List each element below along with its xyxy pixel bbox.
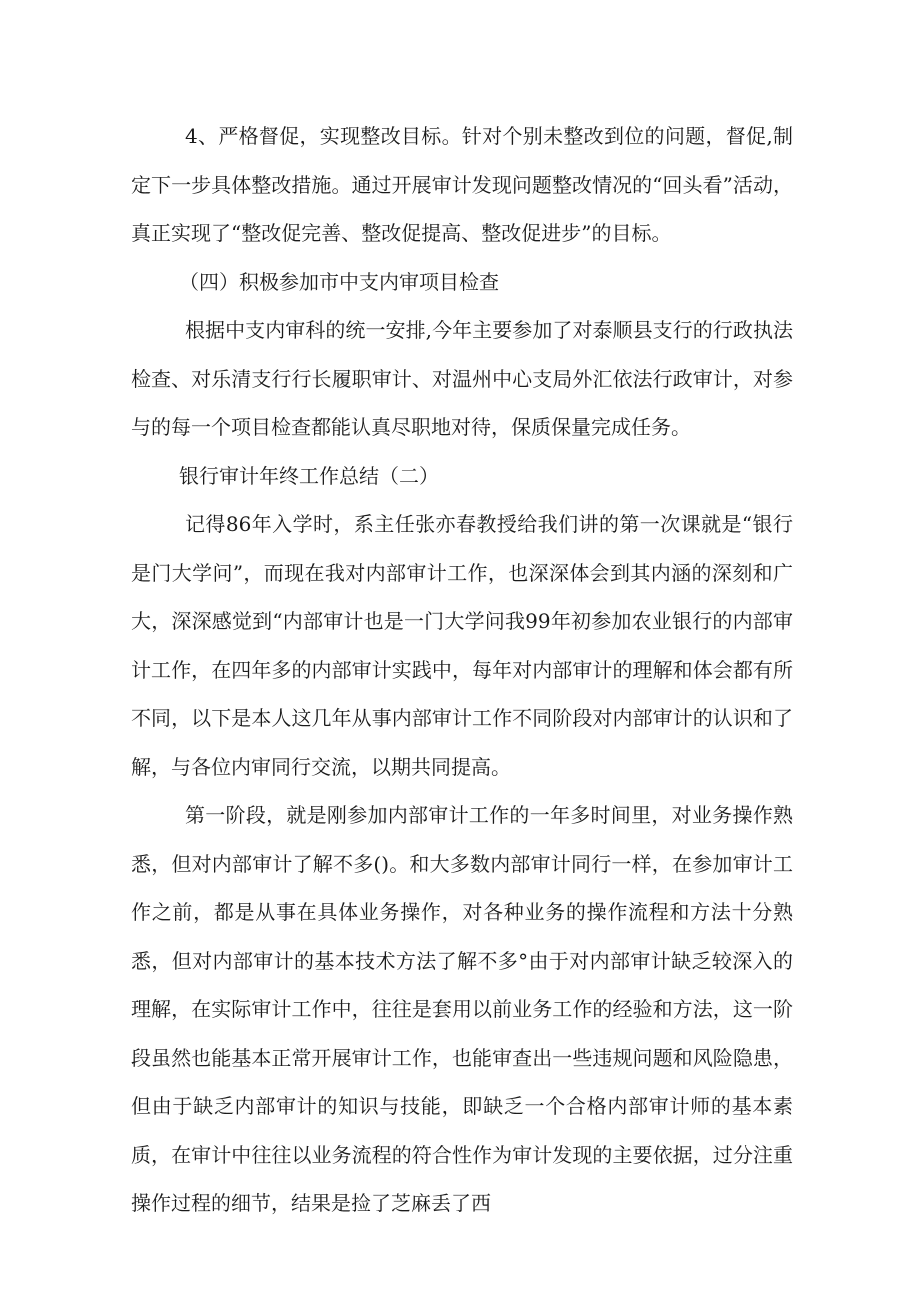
document-subtitle: 银行审计年终工作总结（二）	[179, 463, 439, 488]
section-heading-internal-audit-projects: （四）积极参加市中支内审项目检查	[179, 269, 499, 294]
paragraph-introduction: 记得86年入学时，系主任张亦春教授给我们讲的第一次课就是“银行是门大学问”，而现在我对内部审计工作，也深深体会到其内涵的深刻和广大，深深感觉到“内部审计也是一门大学问我99年初参加农业银行的内部审计工作，在四年多的内部审计实践中，每年对内部审计的理解和体会都有所不同，以下是本人这几年从事内部审计工作不同阶段对内部审计的认识和了解，与各位内审同行交流，以期共同提高。	[131, 512, 793, 779]
paragraph-rectification-goal: 4、严格督促，实现整改目标。针对个别未整改到位的问题，督促,制定下一步具体整改措施。通过开展审计发现问题整改情况的“回头看”活动，真正实现了“整改促完善、整改促提高、整改促进步”的目标。	[131, 124, 793, 245]
paragraph-first-stage: 第一阶段，就是刚参加内部审计工作的一年多时间里，对业务操作熟悉，但对内部审计了解不多()。和大多数内部审计同行一样，在参加审计工作之前，都是从事在具体业务操作，对各种业务的操作流程和方法十分熟悉，但对内部审计的基本技术方法了解不多°由于对内部审计缺乏较深入的理解，在实际审计工作中，往往是套用以前业务工作的经验和方法，这一阶段虽然也能基本正常开展审计工作，也能审查出一些违规问题和风险隐患，但由于缺乏内部审计的知识与技能，即缺乏一个合格内部审计师的基本素质，在审计中往往以业务流程的符合性作为审计发现的主要依据，过分注重操作过程的细节，结果是捡了芝麻丢了西	[131, 803, 793, 1215]
document-body	[131, 112, 793, 1228]
paragraph-project-participation: 根据中支内审科的统一安排,今年主要参加了对泰顺县支行的行政执法检查、对乐清支行行长履职审计、对温州中心支局外汇依法行政审计，对参与的每一个项目检查都能认真尽职地对待，保质保量完成任务。	[131, 318, 793, 439]
